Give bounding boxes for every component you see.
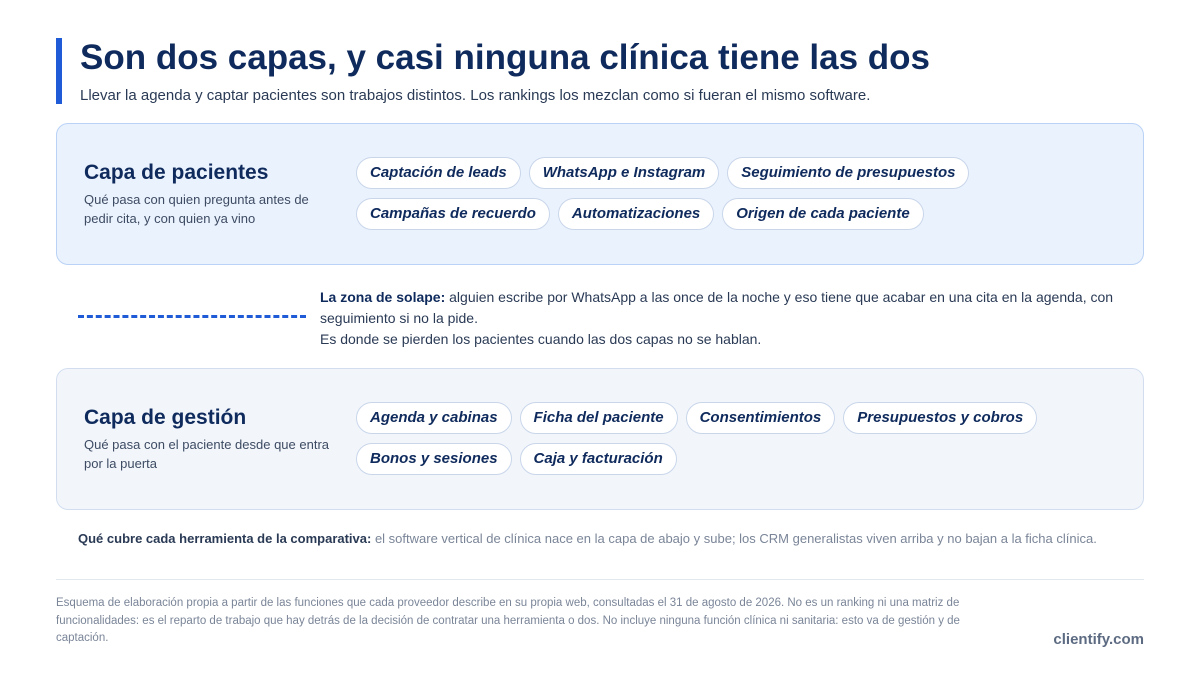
feature-chip-consents: Consentimientos — [686, 402, 836, 434]
management-layer-panel — [56, 368, 1144, 510]
page-subtitle: Llevar la agenda y captar pacientes son trabajos distintos. Los rankings los mezclan como si fueran el mismo software. — [80, 87, 871, 104]
feature-chip-vouchers-sessions: Bonos y sesiones — [356, 443, 512, 475]
title-rest: y casi ninguna clínica tiene las dos — [336, 38, 931, 77]
source-footnote: Esquema de elaboración propia a partir de las funciones que cada proveedor describe en su propia web, consultadas el 31 de agosto de 2026. No es un ranking ni una matriz de funcionalidades: es el reparto de trabajo que hay detrás de la decisión de contratar una herramienta o dos. No incluye ninguna función clínica ni sanitaria: esto va de gestión y de captación. — [56, 597, 960, 644]
feature-chip-agenda-cabins: Agenda y cabinas — [356, 402, 512, 434]
overlap-zone-note — [320, 287, 1135, 350]
management-layer-title: Capa de gestión — [84, 406, 247, 429]
feature-chip-automations: Automatizaciones — [558, 198, 714, 230]
coverage-note — [78, 530, 1128, 548]
overlap-dashed-line — [78, 315, 306, 318]
feature-chip-whatsapp-instagram: WhatsApp e Instagram — [529, 157, 720, 189]
feature-chip-reminder-campaigns: Campañas de recuerdo — [356, 198, 550, 230]
patients-layer-description: Qué pasa con quien pregunta antes de pedir cita, y con quien ya vino — [84, 192, 309, 226]
feature-chip-quote-followup: Seguimiento de presupuestos — [727, 157, 969, 189]
coverage-label: Qué cubre cada herramienta de la comparativa: — [78, 531, 372, 546]
feature-chip-quotes-payments: Presupuestos y cobros — [843, 402, 1037, 434]
feature-chip-patient-record: Ficha del paciente — [520, 402, 678, 434]
title-accent-bar — [56, 38, 62, 104]
brand-logo-text: clientify.com — [1053, 631, 1144, 648]
page-title — [80, 36, 930, 80]
overlap-text: alguien escribe por WhatsApp a las once de la noche y eso tiene que acabar en una cita en la agenda, con seguimiento si no la pide. — [320, 289, 1114, 326]
coverage-text: el software vertical de clínica nace en la capa de abajo y sube; los CRM generalistas viven arriba y no bajan a la ficha clínica. — [371, 531, 1097, 546]
patients-layer-panel — [56, 123, 1144, 265]
patients-layer-features — [356, 157, 1116, 230]
patients-layer-title: Capa de pacientes — [84, 161, 269, 184]
management-layer-description: Qué pasa con el paciente desde que entra por la puerta — [84, 437, 330, 471]
overlap-label: La zona de solape: — [320, 289, 446, 305]
footer-divider — [56, 579, 1144, 580]
management-layer-features — [356, 402, 1116, 475]
feature-chip-cash-billing: Caja y facturación — [520, 443, 677, 475]
feature-chip-patient-origin: Origen de cada paciente — [722, 198, 923, 230]
title-strong: Son dos capas, — [80, 38, 337, 77]
overlap-text-second: Es donde se pierden los pacientes cuando las dos capas no se hablan. — [320, 331, 762, 347]
feature-chip-lead-capture: Captación de leads — [356, 157, 521, 189]
